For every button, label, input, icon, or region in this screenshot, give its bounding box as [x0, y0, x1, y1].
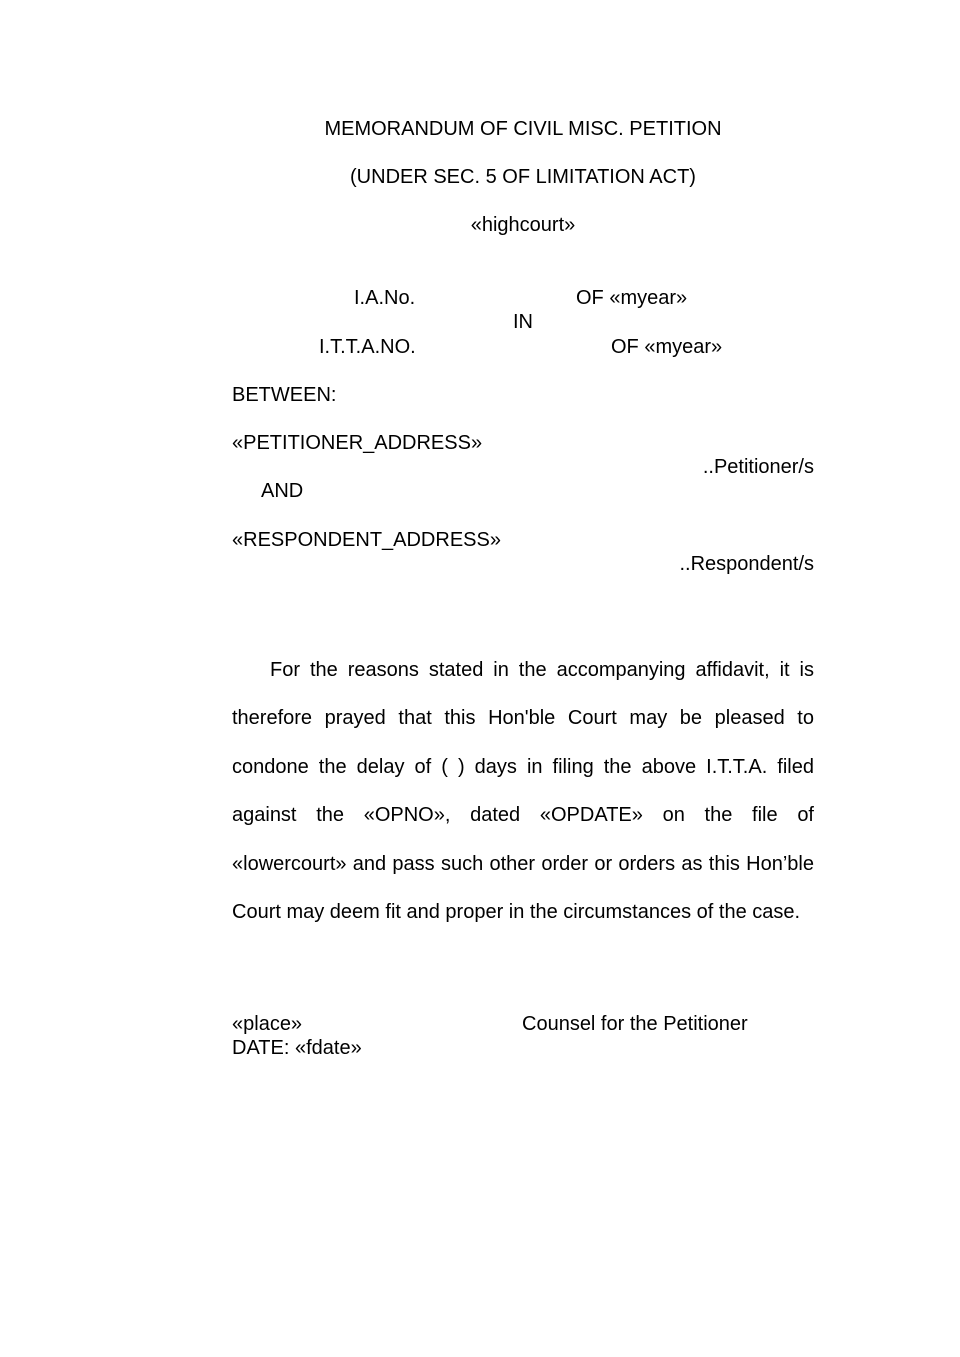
court-name: «highcourt» — [470, 214, 576, 236]
respondent-label: ..Respondent/s — [679, 553, 814, 575]
petitioner-label: ..Petitioner/s — [702, 456, 814, 478]
itta-year: OF «myear» — [611, 336, 723, 358]
place-field: «place» — [232, 1013, 303, 1035]
respondent-address: «RESPONDENT_ADDRESS» — [232, 529, 501, 551]
ia-year: OF «myear» — [576, 287, 688, 309]
and-label: AND — [261, 480, 304, 502]
ia-number-label: I.A.No. — [354, 287, 416, 309]
petitioner-address: «PETITIONER_ADDRESS» — [232, 432, 483, 454]
prayer-paragraph: For the reasons stated in the accompanying affidavit, it is therefore prayed that this Hon'ble Court may be pleased to condone the delay of ( ) days in filing the above I.T.T.A. filed against the «OPNO», dated «OPDATE» on the file of «lowercourt» and pass such other order or orders as this Hon’ble Court may deem fit and proper in the circumstances of the case. — [232, 659, 814, 924]
between-label: BETWEEN: — [232, 384, 337, 406]
in-label: IN — [513, 311, 533, 333]
document-title: MEMORANDUM OF CIVIL MISC. PETITION — [324, 118, 722, 140]
document-subtitle: (UNDER SEC. 5 OF LIMITATION ACT) — [350, 166, 696, 188]
counsel-signature-label: Counsel for the Petitioner — [522, 1013, 748, 1035]
itta-number-label: I.T.T.A.NO. — [319, 336, 416, 358]
date-field: DATE: «fdate» — [232, 1037, 362, 1059]
